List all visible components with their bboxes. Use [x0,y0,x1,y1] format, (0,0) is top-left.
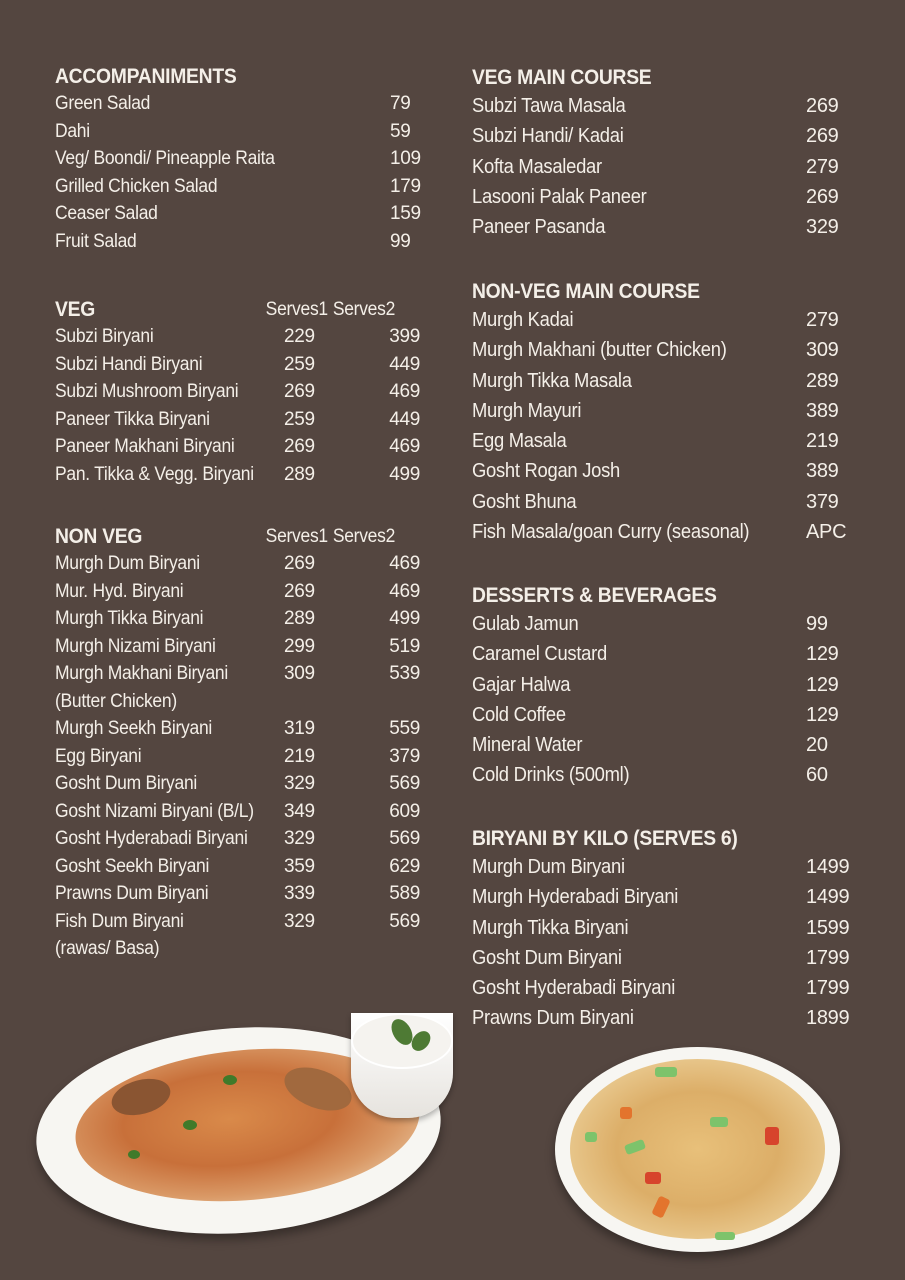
item-price-serves1: 269 [284,381,315,402]
menu-item [472,852,872,882]
item-name: Green Salad [55,93,151,114]
item-name: Subzi Biryani [55,326,154,347]
item-name: Murgh Seekh Biryani [55,718,213,739]
item-price-serves2: 469 [389,381,420,402]
item-price: 20 [806,734,828,757]
item-name: Egg Masala [472,430,567,453]
menu-item [55,90,427,118]
menu-item [55,825,427,853]
item-price-serves1: 359 [284,855,315,877]
section-title: ACCOMPANIMENTS [55,65,237,88]
item-name: Subzi Handi/ Kadai [472,125,624,148]
menu-item [472,973,872,1003]
item-price: 79 [390,93,411,114]
column-header-serves2: Serves2 [332,526,396,547]
item-price-serves2: 629 [389,855,420,877]
item-price: 219 [806,430,839,453]
item-price-serves1: 269 [284,436,315,457]
item-name: Lasooni Palak Paneer [472,185,647,208]
item-name: Mur. Hyd. Biryani [55,580,184,602]
menu-item [55,880,427,908]
item-name: Gajar Halwa [472,673,571,696]
item-name: Gosht Hyderabadi Biryani [55,828,248,849]
section-title: BIRYANI BY KILO (SERVES 6) [472,827,738,850]
item-price-serves1: 269 [284,580,315,602]
column-header-serves1: Serves1 [265,526,328,547]
menu-item [472,487,872,517]
item-name: Gosht Dum Biryani [472,946,622,969]
item-price-serves2: 469 [389,553,420,574]
menu-item [55,688,427,716]
menu-item [472,609,872,639]
chicken-biryani-image [33,1010,463,1245]
item-price-serves1: 299 [284,635,315,657]
item-name: Murgh Tikka Masala [472,369,632,392]
item-name: Fish Dum Biryani [55,910,184,932]
item-name: Murgh Tikka Biryani [472,916,629,939]
menu-item [472,730,872,760]
section-accompaniments [55,63,427,255]
column-header-serves2: Serves2 [332,299,396,320]
item-price: 329 [806,216,839,239]
menu-item [472,913,872,943]
item-name: Prawns Dum Biryani [472,1007,634,1030]
menu-item [55,715,427,743]
menu-item [55,908,427,936]
menu-item [55,173,427,201]
item-name: Gosht Hyderabadi Biryani [472,977,676,1000]
section-title: VEG [55,298,95,321]
menu-item [472,182,872,212]
section-non-veg-biryani [55,523,427,963]
item-price-serves1: 269 [284,553,315,574]
menu-item [472,670,872,700]
item-price-serves1: 259 [284,408,315,430]
item-name: Paneer Makhani Biryani [55,436,235,457]
section-desserts-beverages [472,582,872,791]
menu-item [55,605,427,633]
menu-item [55,406,427,434]
menu-item [55,323,427,351]
item-price: 129 [806,643,839,666]
column-header-serves1: Serves1 [265,299,328,320]
menu-item [472,760,872,790]
menu-item [55,743,427,771]
item-name: Paneer Tikka Biryani [55,408,210,430]
menu-item [472,426,872,456]
item-price-serves2: 499 [389,608,420,629]
item-name: Subzi Mushroom Biryani [55,381,239,402]
item-name: Grilled Chicken Salad [55,175,218,197]
item-price: 129 [806,673,839,696]
section-non-veg-main-course [472,278,872,547]
item-name: Cold Coffee [472,703,566,726]
item-name: Murgh Nizami Biryani [55,635,216,657]
item-name: Dahi [55,120,90,142]
item-name: Prawns Dum Biryani [55,883,209,904]
menu-item [55,935,427,963]
item-price-serves1: 339 [284,883,315,904]
item-name: Gulab Jamun [472,613,579,635]
item-price-serves2: 469 [389,580,420,602]
item-price: 109 [390,148,421,169]
section-title: DESSERTS & BEVERAGES [472,584,717,607]
item-price-serves1: 319 [284,718,315,739]
item-name: Gosht Nizami Biryani (B/L) [55,800,254,822]
section-header-row [55,296,397,323]
item-price-serves2: 569 [389,773,420,794]
section-title: NON VEG [55,525,143,548]
item-name: Pan. Tikka & Vegg. Biryani [55,463,254,485]
item-price-serves2: 399 [389,326,420,347]
item-name: Gosht Dum Biryani [55,773,197,794]
menu-item [472,943,872,973]
item-price: 99 [390,230,411,252]
item-name: Gosht Bhuna [472,490,577,513]
menu-item [55,200,427,228]
menu-item [55,853,427,881]
section-veg-main-course [472,64,872,242]
item-price-serves1: 329 [284,910,315,932]
menu-item [472,1003,872,1033]
menu-item [472,396,872,426]
item-price-serves2: 559 [389,718,420,739]
item-price: 1799 [806,977,850,1000]
menu-item [472,335,872,365]
item-name: Fish Masala/goan Curry (seasonal) [472,521,750,544]
section-veg-biryani [55,296,427,488]
section-header-row [55,523,397,550]
item-price-serves1: 349 [284,800,315,822]
menu-item [55,633,427,661]
item-price-serves1: 329 [284,828,315,849]
item-name: Murgh Makhani (butter Chicken) [472,339,727,362]
item-price: 1499 [806,856,850,878]
section-title: NON-VEG MAIN COURSE [472,280,700,303]
menu-item [472,121,872,151]
menu-item [472,152,872,182]
item-price-serves2: 569 [389,910,420,932]
item-price-serves1: 329 [284,773,315,794]
item-name: Mineral Water [472,734,583,757]
item-price-serves2: 449 [389,353,420,375]
item-price: 269 [806,95,839,117]
menu-item [55,145,427,173]
item-name: Murgh Kadai [472,309,574,331]
item-name: Murgh Makhani Biryani [55,663,228,684]
item-price-serves2: 449 [389,408,420,430]
menu-item [55,660,427,688]
menu-item [55,118,427,146]
item-price-serves2: 379 [389,745,420,767]
item-price: 389 [806,399,839,422]
menu-item [55,578,427,606]
item-price-serves1: 309 [284,663,315,684]
item-price: 60 [806,764,828,787]
menu-item [55,433,427,461]
menu-item [472,882,872,912]
item-price-serves2: 589 [389,883,420,904]
item-price: 1799 [806,946,850,969]
item-price-serves2: 539 [389,663,420,684]
item-price: 289 [806,369,839,392]
item-name: Gosht Seekh Biryani [55,855,210,877]
item-price: 159 [390,203,421,224]
item-price: 1899 [806,1007,850,1030]
item-name: Cold Drinks (500ml) [472,764,630,787]
item-price: 129 [806,703,839,726]
item-price: 1499 [806,886,850,909]
item-price: 279 [806,155,839,178]
item-price-serves2: 519 [389,635,420,657]
item-name: Subzi Handi Biryani [55,353,203,375]
item-price-serves1: 289 [284,463,315,485]
item-name: Ceaser Salad [55,203,158,224]
veg-biryani-image [555,1047,840,1252]
item-name: Caramel Custard [472,643,607,666]
menu-item [472,366,872,396]
item-price-serves2: 609 [389,800,420,822]
menu-item [55,228,427,256]
item-name: Subzi Tawa Masala [472,95,626,117]
item-price-serves1: 259 [284,353,315,375]
item-price: APC [806,521,847,544]
item-price: 99 [806,613,828,635]
item-price: 309 [806,339,839,362]
menu-item [55,798,427,826]
menu-item [472,517,872,547]
item-name: Murgh Dum Biryani [472,856,625,878]
section-biryani-by-kilo [472,825,872,1034]
item-name: (Butter Chicken) [55,690,177,712]
menu-item [472,456,872,486]
item-price: 269 [806,185,839,208]
item-name: Gosht Rogan Josh [472,460,620,483]
item-price: 179 [390,175,421,197]
item-price: 269 [806,125,839,148]
item-name: Paneer Pasanda [472,216,606,239]
item-price: 389 [806,460,839,483]
item-price-serves1: 219 [284,745,315,767]
item-name: Veg/ Boondi/ Pineapple Raita [55,148,275,169]
item-name: Murgh Tikka Biryani [55,608,204,629]
item-name: Murgh Dum Biryani [55,553,200,574]
menu-item [55,770,427,798]
menu-item [472,212,872,242]
item-price: 59 [390,120,411,142]
item-price: 279 [806,309,839,331]
menu-item [472,91,872,121]
menu-item [55,461,427,489]
menu-item [55,550,427,578]
item-name: (rawas/ Basa) [55,938,160,959]
item-price-serves2: 499 [389,463,420,485]
item-price-serves2: 569 [389,828,420,849]
section-title: VEG MAIN COURSE [472,66,652,89]
item-price-serves1: 289 [284,608,315,629]
menu-item [472,639,872,669]
item-price: 1599 [806,916,850,939]
item-name: Kofta Masaledar [472,155,602,178]
item-name: Murgh Mayuri [472,399,582,422]
item-price-serves2: 469 [389,436,420,457]
menu-item [472,305,872,335]
menu-item [55,378,427,406]
menu-item [472,700,872,730]
item-name: Egg Biryani [55,745,142,767]
item-name: Murgh Hyderabadi Biryani [472,886,679,909]
item-price-serves1: 229 [284,326,315,347]
item-price: 379 [806,490,839,513]
menu-item [55,351,427,379]
item-name: Fruit Salad [55,230,137,252]
